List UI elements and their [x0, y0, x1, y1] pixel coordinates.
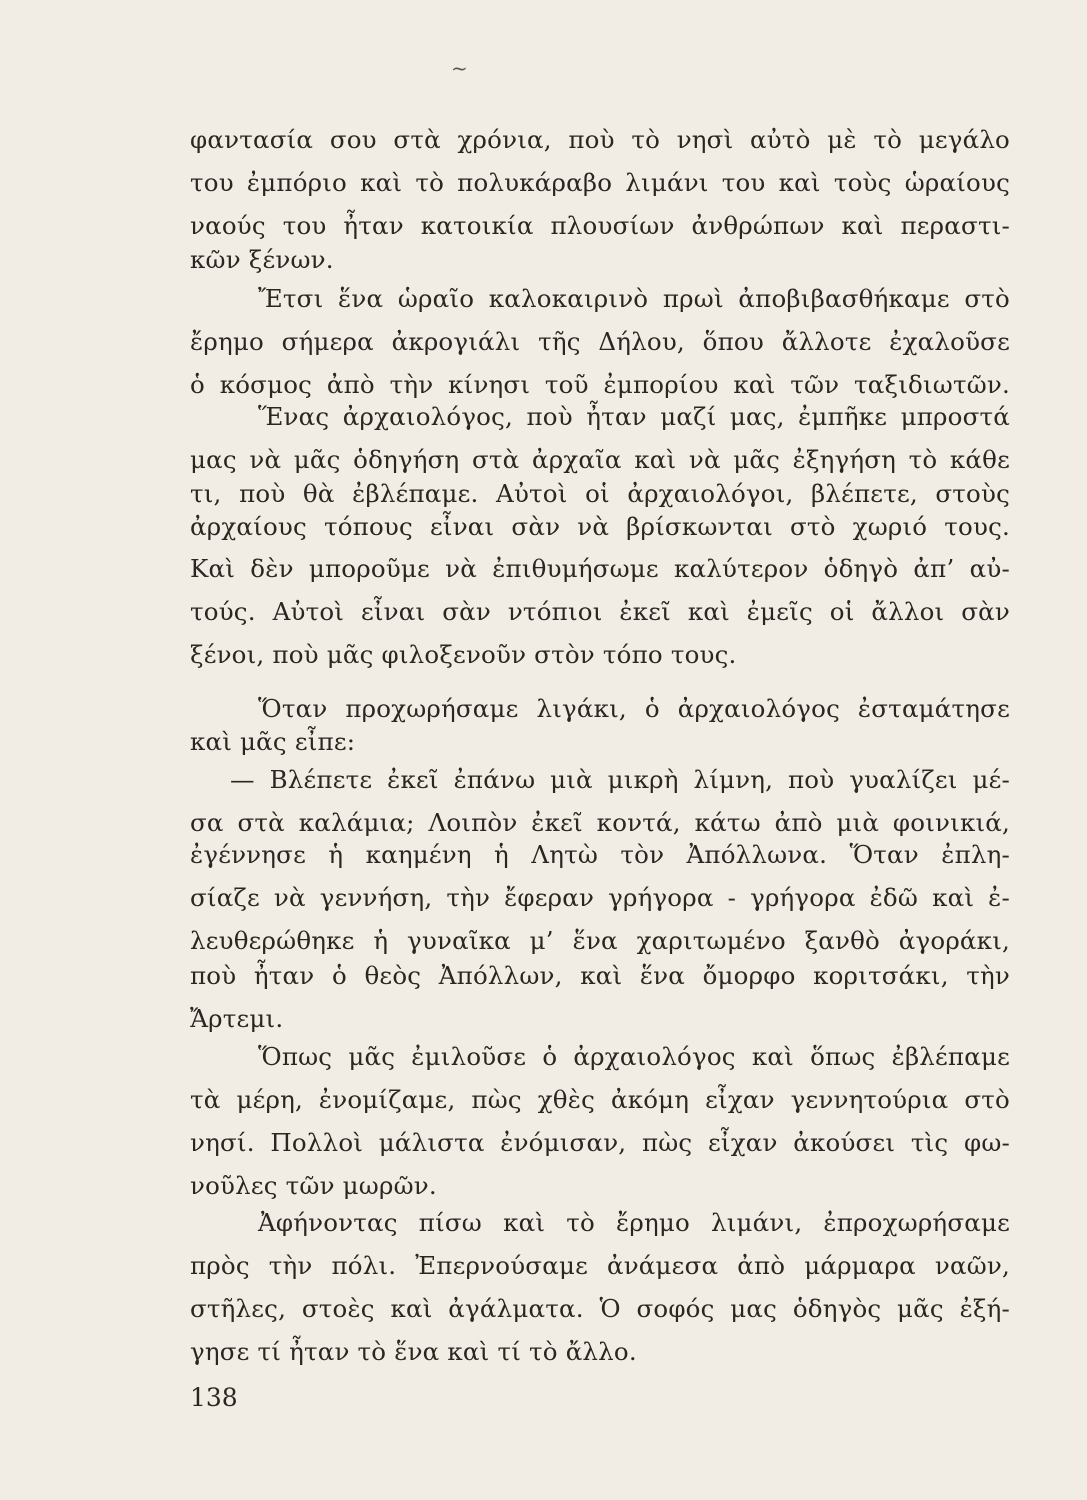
text-line: του ἐμπόριο καὶ τὸ πολυκάραβο λιμάνι του καὶ τοὺς ὡραίους: [190, 168, 1010, 197]
text-line: Ὅταν προχωρήσαμε λιγάκι, ὁ ἀρχαιολόγος ἐσταμάτησε: [258, 694, 1010, 723]
text-line: μας νὰ μᾶς ὁδηγήση στὰ ἀρχαῖα καὶ νὰ μᾶς ἐξηγήση τὸ κάθε: [190, 445, 1010, 474]
text-line: νησί. Πολλοὶ μάλιστα ἐνόμισαν, πὼς εἶχαν ἀκούσει τὶς φω-: [190, 1128, 1010, 1157]
text-line: στῆλες, στοὲς καὶ ἀγάλματα. Ὁ σοφός μας ὁδηγὸς μᾶς ἐξή-: [190, 1294, 1010, 1323]
text-line: ποὺ ἦταν ὁ θεὸς Ἀπόλλων, καὶ ἕνα ὄμορφο κοριτσάκι, τὴν: [190, 961, 1010, 990]
text-line: ξένοι, ποὺ μᾶς φιλοξενοῦν στὸν τόπο τους.: [190, 640, 737, 669]
text-line: Ἕνας ἀρχαιολόγος, ποὺ ἦταν μαζί μας, ἐμπῆκε μπροστά: [258, 402, 1010, 431]
text-line: ἔρημο σήμερα ἀκρογιάλι τῆς Δήλου, ὅπου ἄλλοτε ἐχαλοῦσε: [190, 327, 1010, 356]
text-line: σα στὰ καλάμια; Λοιπὸν ἐκεῖ κοντά, κάτω ἀπὸ μιὰ φοινικιά,: [190, 808, 1010, 837]
text-line: Καὶ δὲν μποροῦμε νὰ ἐπιθυμήσωμε καλύτερον ὁδηγὸ ἀπ’ αὐ-: [190, 554, 1010, 583]
text-line: ἀρχαίους τόπους εἶναι σὰν νὰ βρίσκωνται στὸ χωριό τους.: [190, 512, 1010, 541]
page-number: 138: [190, 1383, 238, 1412]
text-line: τούς. Αὐτοὶ εἶναι σὰν ντόπιοι ἐκεῖ καὶ ἐμεῖς οἱ ἄλλοι σὰν: [190, 597, 1010, 626]
text-line: καὶ μᾶς εἶπε:: [190, 727, 356, 756]
text-line: ναούς του ἦταν κατοικία πλουσίων ἀνθρώπων καὶ περαστι-: [190, 211, 1010, 240]
text-line: Ἀφήνοντας πίσω καὶ τὸ ἔρημο λιμάνι, ἐπροχωρήσαμε: [258, 1208, 1010, 1237]
text-line: Ἄρτεμι.: [190, 1004, 284, 1033]
text-line: νοῦλες τῶν μωρῶν.: [190, 1171, 437, 1200]
text-line: Ἔτσι ἕνα ὡραῖο καλοκαιρινὸ πρωὶ ἀποβιβασθήκαμε στὸ: [258, 284, 1010, 313]
text-line: Ὅπως μᾶς ἐμιλοῦσε ὁ ἀρχαιολόγος καὶ ὅπως ἐβλέπαμε: [258, 1042, 1010, 1071]
text-line: σίαζε νὰ γεννήση, τὴν ἔφεραν γρήγορα - γρήγορα ἐδῶ καὶ ἐ-: [190, 883, 1010, 912]
text-line: φαντασία σου στὰ χρόνια, ποὺ τὸ νησὶ αὐτὸ μὲ τὸ μεγάλο: [190, 125, 1010, 154]
text-line: γησε τί ἦταν τὸ ἕνα καὶ τί τὸ ἄλλο.: [190, 1337, 637, 1366]
text-line: ἐγέννησε ἡ καημένη ἡ Λητὼ τὸν Ἀπόλλωνα. Ὅταν ἐπλη-: [190, 840, 1010, 869]
text-line: λευθερώθηκε ἡ γυναῖκα μ’ ἕνα χαριτωμένο ξανθὸ ἀγοράκι,: [190, 926, 1010, 955]
top-mark: ~: [451, 56, 468, 80]
text-line: κῶν ξένων.: [190, 245, 334, 274]
text-line: πρὸς τὴν πόλι. Ἐπερνούσαμε ἀνάμεσα ἀπὸ μάρμαρα ναῶν,: [190, 1251, 1010, 1280]
text-line: — Βλέπετε ἐκεῖ ἐπάνω μιὰ μικρὴ λίμνη, ποὺ γυαλίζει μέ-: [230, 765, 1010, 794]
text-line: τι, ποὺ θὰ ἐβλέπαμε. Αὐτοὶ οἱ ἀρχαιολόγοι, βλέπετε, στοὺς: [190, 479, 1010, 508]
text-line: τὰ μέρη, ἐνομίζαμε, πὼς χθὲς ἀκόμη εἶχαν γεννητούρια στὸ: [190, 1085, 1010, 1114]
text-line: ὁ κόσμος ἀπὸ τὴν κίνησι τοῦ ἐμπορίου καὶ τῶν ταξιδιωτῶν.: [190, 370, 1010, 399]
